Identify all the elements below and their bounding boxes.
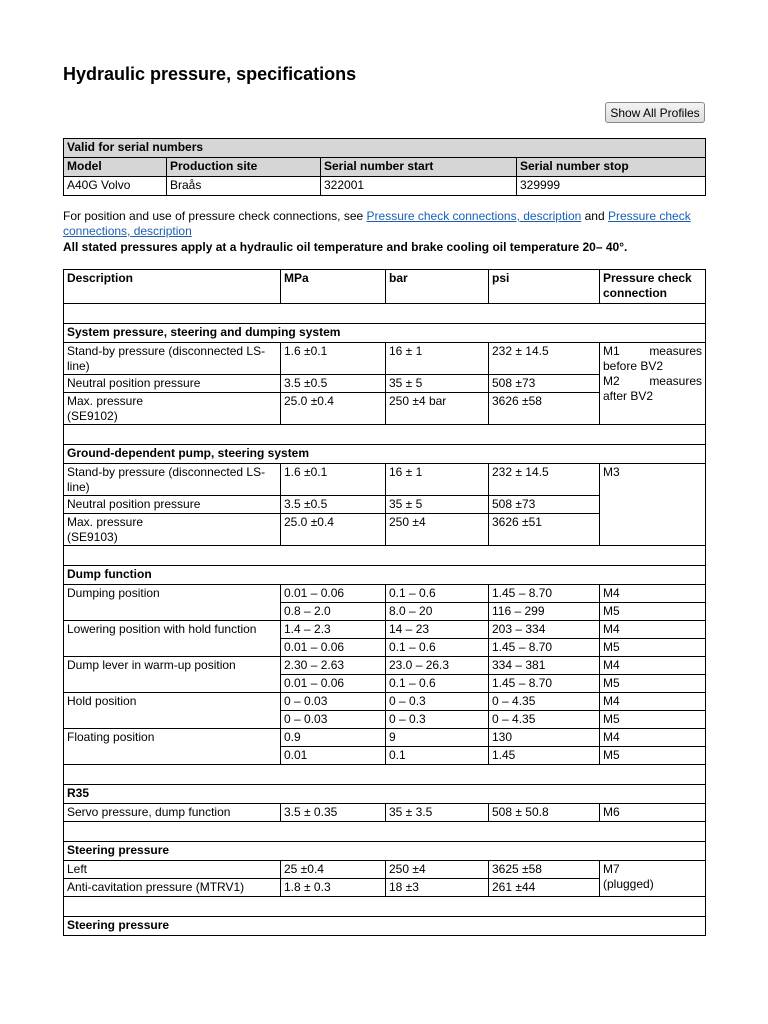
- bar-cell: 0 – 0.3: [386, 693, 489, 711]
- table-cell: A40G Volvo: [64, 177, 167, 196]
- row-description: Servo pressure, dump function: [64, 804, 281, 822]
- psi-cell: 1.45 – 8.70: [489, 639, 600, 657]
- mpa-cell: 0.01: [281, 747, 386, 765]
- psi-cell: 130: [489, 729, 600, 747]
- table-row: [64, 464, 706, 496]
- row-description: Lowering position with hold function: [64, 621, 281, 657]
- column-header: psi: [489, 270, 600, 304]
- row-description: Stand-by pressure (disconnected LS-line): [64, 464, 281, 496]
- pressure-spec-table: [63, 269, 706, 936]
- serial-table-header-row: [64, 158, 706, 177]
- section-title: Ground-dependent pump, steering system: [64, 445, 706, 464]
- column-header: Serial number start: [321, 158, 517, 177]
- connection-cell: M6: [600, 804, 706, 822]
- psi-cell: 1.45 – 8.70: [489, 585, 600, 603]
- psi-cell: 0 – 4.35: [489, 693, 600, 711]
- mpa-cell: 1.6 ±0.1: [281, 464, 386, 496]
- bar-cell: 9: [386, 729, 489, 747]
- mpa-cell: 0.9: [281, 729, 386, 747]
- row-description: Max. pressure (SE9103): [64, 514, 281, 546]
- bar-cell: 0 – 0.3: [386, 711, 489, 729]
- connection-cell: M5: [600, 711, 706, 729]
- section-title: Steering pressure: [64, 917, 706, 936]
- mpa-cell: 1.4 – 2.3: [281, 621, 386, 639]
- psi-cell: 508 ± 50.8: [489, 804, 600, 822]
- column-header: bar: [386, 270, 489, 304]
- connection-cell: M5: [600, 603, 706, 621]
- psi-cell: 3626 ±58: [489, 393, 600, 425]
- psi-cell: 508 ±73: [489, 496, 600, 514]
- bar-cell: 18 ±3: [386, 879, 489, 897]
- row-description: Neutral position pressure: [64, 496, 281, 514]
- connection-label: measures: [649, 374, 702, 388]
- bar-cell: 0.1 – 0.6: [386, 675, 489, 693]
- bar-cell: 16 ± 1: [386, 343, 489, 375]
- table-row: [64, 729, 706, 747]
- pressure-check-link[interactable]: Pressure check connections, description: [63, 209, 691, 238]
- psi-cell: 0 – 4.35: [489, 711, 600, 729]
- mpa-cell: 0 – 0.03: [281, 711, 386, 729]
- pressure-check-link[interactable]: Pressure check connections, description: [366, 209, 582, 223]
- section-title: Dump function: [64, 566, 706, 585]
- table-row: [64, 343, 706, 375]
- connection-label: before BV2: [603, 359, 664, 373]
- bar-cell: 16 ± 1: [386, 464, 489, 496]
- serial-table-caption: Valid for serial numbers: [64, 139, 706, 158]
- table-row: [64, 177, 706, 196]
- connection-label: M1: [603, 344, 620, 358]
- bar-cell: 8.0 – 20: [386, 603, 489, 621]
- psi-cell: 232 ± 14.5: [489, 343, 600, 375]
- temperature-note: All stated pressures apply at a hydraulic oil temperature and brake cooling oil temperature 20– 40°.: [63, 240, 628, 254]
- column-header: Production site: [167, 158, 321, 177]
- mpa-cell: 25 ±0.4: [281, 861, 386, 879]
- spacer-row: [64, 546, 706, 566]
- bar-cell: 35 ± 5: [386, 375, 489, 393]
- section-header: [64, 917, 706, 936]
- pressure-check-note: [63, 209, 705, 239]
- connection-cell: M4: [600, 585, 706, 603]
- table-row: [64, 693, 706, 711]
- row-description: Floating position: [64, 729, 281, 765]
- section-header: [64, 785, 706, 804]
- psi-cell: 116 – 299: [489, 603, 600, 621]
- connection-cell: M5: [600, 639, 706, 657]
- bar-cell: 0.1 – 0.6: [386, 639, 489, 657]
- mpa-cell: 2.30 – 2.63: [281, 657, 386, 675]
- connection-cell: M5: [600, 747, 706, 765]
- mpa-cell: 0.01 – 0.06: [281, 639, 386, 657]
- psi-cell: 3625 ±58: [489, 861, 600, 879]
- table-cell: 329999: [517, 177, 706, 196]
- mpa-cell: 0.01 – 0.06: [281, 585, 386, 603]
- page-title: Hydraulic pressure, specifications: [63, 64, 357, 84]
- mpa-cell: 3.5 ± 0.35: [281, 804, 386, 822]
- section-header: [64, 566, 706, 585]
- table-cell: Braås: [167, 177, 321, 196]
- row-description: Neutral position pressure: [64, 375, 281, 393]
- spacer-row: [64, 897, 706, 917]
- serial-numbers-table: [63, 138, 706, 196]
- connection-cell: [600, 343, 706, 425]
- mpa-cell: 25.0 ±0.4: [281, 393, 386, 425]
- psi-cell: 261 ±44: [489, 879, 600, 897]
- bar-cell: 0.1 – 0.6: [386, 585, 489, 603]
- spec-header-row: [64, 270, 706, 304]
- connection-cell: M7 (plugged): [600, 861, 706, 897]
- mpa-cell: 1.6 ±0.1: [281, 343, 386, 375]
- psi-cell: 1.45 – 8.70: [489, 675, 600, 693]
- psi-cell: 1.45: [489, 747, 600, 765]
- connection-label: after BV2: [603, 389, 654, 403]
- row-description: Max. pressure (SE9102): [64, 393, 281, 425]
- section-header: [64, 324, 706, 343]
- row-description: Stand-by pressure (disconnected LS-line): [64, 343, 281, 375]
- show-all-profiles-button[interactable]: Show All Profiles: [605, 102, 705, 123]
- column-header: Pressure check connection: [600, 270, 706, 304]
- table-row: [64, 804, 706, 822]
- table-row: [64, 621, 706, 639]
- note-text: For position and use of pressure check connections, see: [63, 209, 367, 223]
- connection-cell: M3: [600, 464, 706, 546]
- table-cell: 322001: [321, 177, 517, 196]
- row-description: Hold position: [64, 693, 281, 729]
- bar-cell: 35 ± 3.5: [386, 804, 489, 822]
- column-header: Description: [64, 270, 281, 304]
- row-description: Left: [64, 861, 281, 879]
- column-header: Serial number stop: [517, 158, 706, 177]
- bar-cell: 250 ±4: [386, 861, 489, 879]
- section-title: System pressure, steering and dumping system: [64, 324, 706, 343]
- table-row: [64, 657, 706, 675]
- section-title: Steering pressure: [64, 842, 706, 861]
- bar-cell: 35 ± 5: [386, 496, 489, 514]
- psi-cell: 3626 ±51: [489, 514, 600, 546]
- note-text: and: [581, 209, 608, 223]
- psi-cell: 334 – 381: [489, 657, 600, 675]
- connection-label: M2: [603, 374, 620, 388]
- bar-cell: 23.0 – 26.3: [386, 657, 489, 675]
- section-header: [64, 842, 706, 861]
- table-row: [64, 585, 706, 603]
- connection-cell: M4: [600, 621, 706, 639]
- mpa-cell: 1.8 ± 0.3: [281, 879, 386, 897]
- bar-cell: 14 – 23: [386, 621, 489, 639]
- bar-cell: 250 ±4: [386, 514, 489, 546]
- spacer-row: [64, 425, 706, 445]
- mpa-cell: 0.01 – 0.06: [281, 675, 386, 693]
- mpa-cell: 3.5 ±0.5: [281, 496, 386, 514]
- connection-label: measures: [649, 344, 702, 358]
- bar-cell: 0.1: [386, 747, 489, 765]
- connection-cell: M4: [600, 657, 706, 675]
- section-title: R35: [64, 785, 706, 804]
- spacer-row: [64, 765, 706, 785]
- table-row: [64, 861, 706, 879]
- column-header: MPa: [281, 270, 386, 304]
- spacer-row: [64, 822, 706, 842]
- connection-cell: M4: [600, 729, 706, 747]
- row-description: Anti-cavitation pressure (MTRV1): [64, 879, 281, 897]
- psi-cell: 508 ±73: [489, 375, 600, 393]
- connection-cell: M5: [600, 675, 706, 693]
- psi-cell: 203 – 334: [489, 621, 600, 639]
- connection-cell: M4: [600, 693, 706, 711]
- column-header: Model: [64, 158, 167, 177]
- mpa-cell: 0 – 0.03: [281, 693, 386, 711]
- row-description: Dump lever in warm-up position: [64, 657, 281, 693]
- row-description: Dumping position: [64, 585, 281, 621]
- psi-cell: 232 ± 14.5: [489, 464, 600, 496]
- mpa-cell: 25.0 ±0.4: [281, 514, 386, 546]
- bar-cell: 250 ±4 bar: [386, 393, 489, 425]
- spacer-row: [64, 304, 706, 324]
- mpa-cell: 3.5 ±0.5: [281, 375, 386, 393]
- section-header: [64, 445, 706, 464]
- mpa-cell: 0.8 – 2.0: [281, 603, 386, 621]
